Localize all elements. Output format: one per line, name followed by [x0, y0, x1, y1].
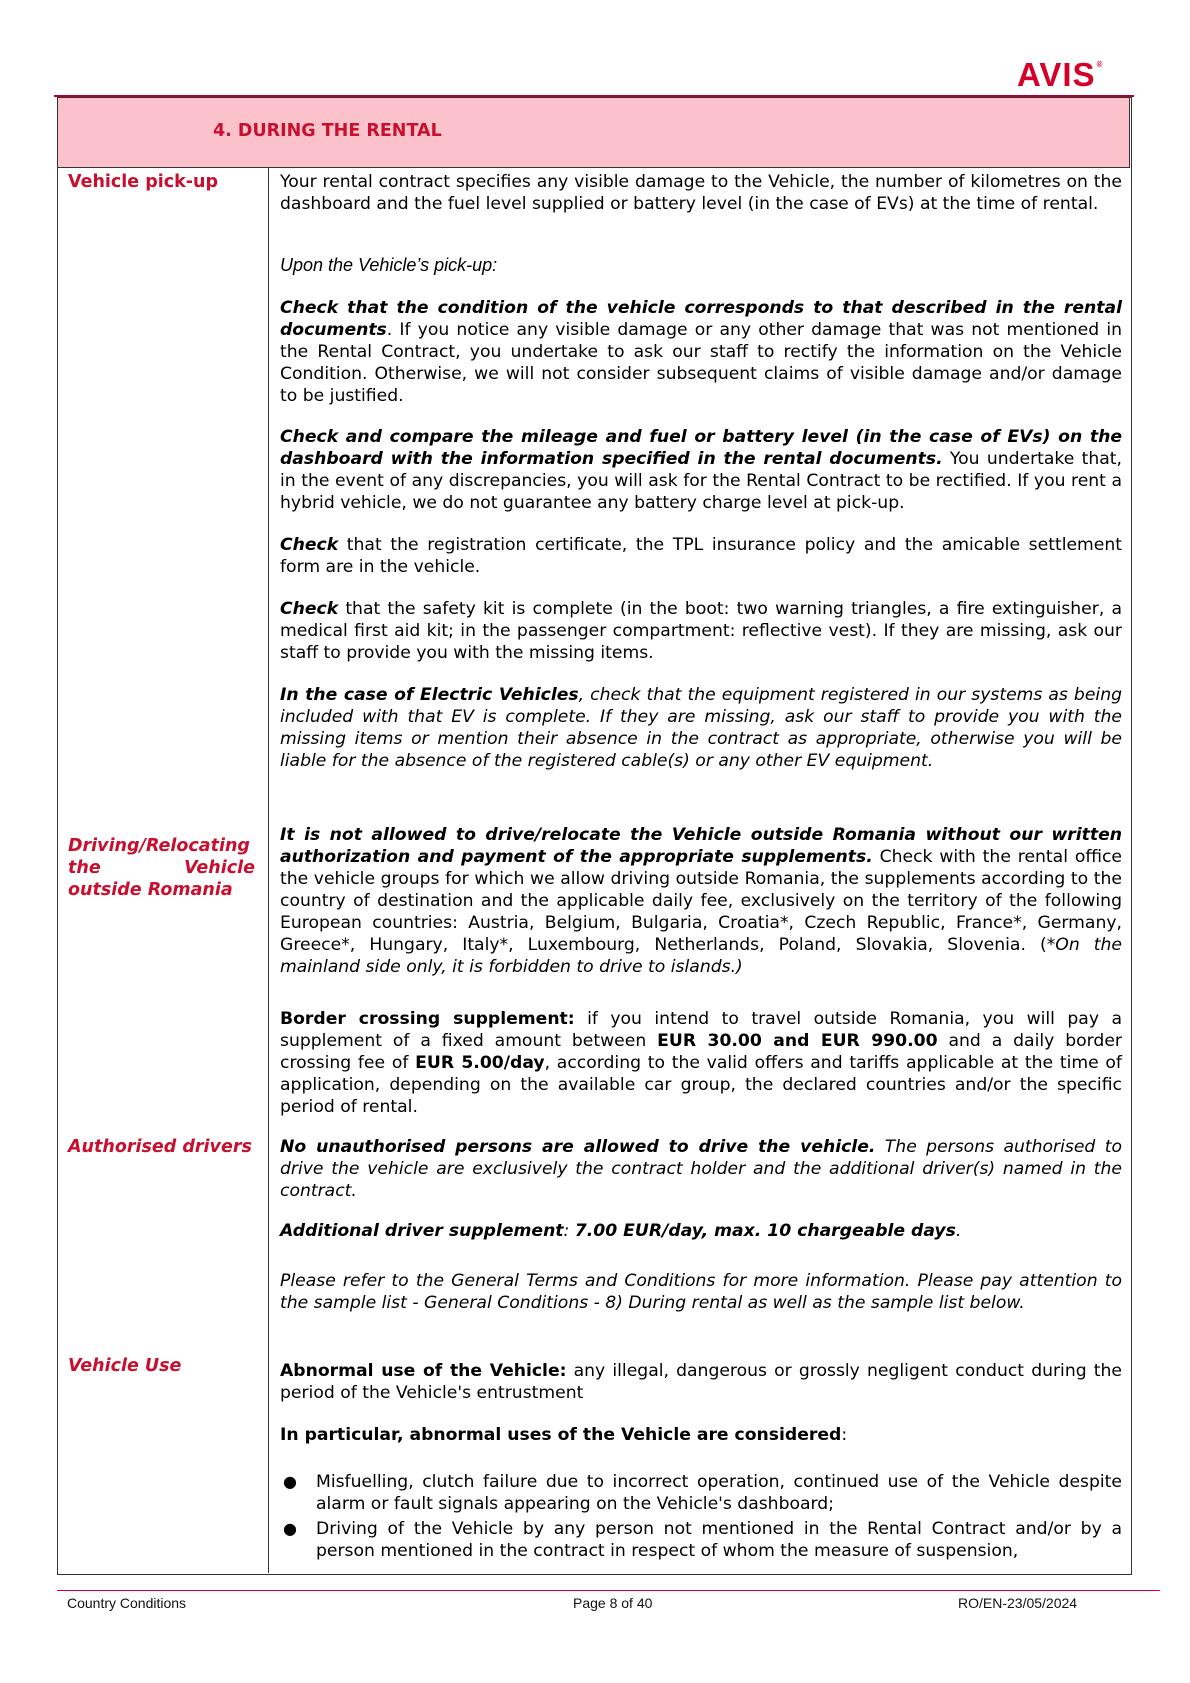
driving-paragraph-1: [280, 824, 1122, 978]
avis-logo: AVIS®: [1017, 56, 1104, 93]
pickup-paragraph-3: [280, 297, 1122, 407]
border-crossing-amount: EUR 30.00 and EUR 990.00: [657, 1031, 938, 1051]
pickup-check-mileage: Check and compare the mileage and fuel or battery level (in the case of EVs) on the dashboard with the information specified in the rental documents.: [280, 427, 1122, 469]
additional-driver-colon: :: [563, 1221, 575, 1241]
footer-rule: [57, 1590, 1160, 1591]
label-vehicle-use: Vehicle Use: [68, 1356, 182, 1376]
label-driving-outside-romania: Driving/Relocating the Vehicle outside Romania: [68, 836, 255, 900]
pickup-paragraph-6: [280, 598, 1122, 664]
pickup-check-condition: Check that the condition of the vehicle corresponds to that described in the rental documents: [280, 298, 1122, 340]
drivers-paragraph-1: [280, 1136, 1122, 1202]
drivers-paragraph-2: [280, 1220, 1122, 1242]
list-item-text: Driving of the Vehicle by any person not mentioned in the Rental Contract and/or by a person mentioned in the contract in respect of whom the measure of suspension,: [316, 1519, 1122, 1561]
driving-countries-text: Check with the rental office the vehicle groups for which we allow driving outside Romania, the supplements according to the country of destination and the applicable daily fee, exclusively on the territory of the following European countries: Austria, Belgium, Bulgaria, Croatia*, Czech Republic, France*, Germany, Greece*, Hungary, Italy*, Luxembourg, Netherlands, Poland, Slovakia, Slovenia. (: [280, 847, 1122, 955]
additional-driver-end: .: [955, 1221, 962, 1241]
border-crossing-daily-fee: EUR 5.00/day: [415, 1053, 545, 1073]
authorised-persons-text: The persons authorised to drive the vehicle are exclusively the contract holder and the additional driver(s) named in the contract.: [280, 1137, 1122, 1201]
pickup-check-condition-text: . If you notice any visible damage or any other damage that was not mentioned in the Rental Contract, you undertake to ask our staff to rectify the information on the Vehicle Condition. Otherwise, we will not consider subsequent claims of visible damage and/or damage to be justified.: [280, 320, 1122, 406]
additional-driver-heading: Additional driver supplement: [280, 1221, 564, 1241]
pickup-ev-heading: In the case of Electric Vehicles: [280, 685, 579, 705]
list-item: [283, 1471, 1122, 1515]
pickup-intro: Upon the Vehicle’s pick-up:: [280, 255, 498, 275]
list-item: [283, 1518, 1122, 1562]
use-paragraph-2: [280, 1424, 1122, 1446]
column-divider: [268, 168, 269, 1573]
border-crossing-text-a: if you intend to travel outside Romania, you will pay a supplement of a fixed amount between: [280, 1009, 1122, 1051]
bullet-icon: ●: [283, 1519, 297, 1538]
pickup-ev-text: , check that the equipment registered in our systems as being included with that EV is complete. If they are missing, ask our staff to provide you with the missing items or mention their absence in the contract as appropriate, otherwise you will be liable for the absence of the registered cable(s) or any other EV equipment.: [280, 685, 1122, 771]
driving-mainland-note: *On the mainland side only, it is forbidden to drive to islands.): [280, 935, 1123, 977]
pickup-check-documents-text: that the registration certificate, the TPL insurance policy and the amicable settlement form are in the vehicle.: [280, 535, 1122, 577]
pickup-check-safety-kit-text: that the safety kit is complete (in the boot: two warning triangles, a fire extinguisher, a medical first aid kit; in the passenger compartment: reflective vest). If they are missing, ask our staff to provide you with the missing items.: [280, 599, 1122, 663]
drivers-paragraph-3: [280, 1270, 1122, 1314]
pickup-text-1: Your rental contract specifies any visible damage to the Vehicle, the number of kilometres on the dashboard and the fuel level supplied or battery level (in the case of EVs) at the time of rental.: [280, 172, 1122, 214]
abnormal-use-text: any illegal, dangerous or grossly negligent conduct during the period of the Vehicle's entrustment: [280, 1361, 1122, 1403]
border-crossing-heading: Border crossing supplement:: [280, 1009, 575, 1029]
footer-document-name: Country Conditions: [67, 1595, 187, 1611]
pickup-paragraph-1: [280, 171, 1122, 215]
section-title: 4. DURING THE RENTAL: [213, 121, 442, 141]
use-paragraph-1: [280, 1360, 1122, 1404]
unauthorised-persons-heading: No unauthorised persons are allowed to drive the vehicle.: [280, 1137, 876, 1157]
abnormal-use-heading: Abnormal use of the Vehicle:: [280, 1361, 567, 1381]
pickup-check-documents: Check: [280, 535, 339, 555]
pickup-check-mileage-text: You undertake that, in the event of any discrepancies, you will ask for the Rental Contract to be rectified. If you rent a hybrid vehicle, we do not guarantee any battery charge level at pick-up.: [280, 449, 1122, 513]
section-header: [57, 97, 1130, 168]
label-authorised-drivers: Authorised drivers: [68, 1137, 252, 1157]
additional-driver-fee: 7.00 EUR/day, max. 10 chargeable days: [574, 1221, 956, 1241]
abnormal-use-list-colon: :: [841, 1425, 848, 1445]
abnormal-use-list-heading: In particular, abnormal uses of the Vehicle are considered: [280, 1425, 842, 1445]
bullet-icon: ●: [283, 1472, 297, 1491]
footer-version-date: RO/EN-23/05/2024: [958, 1595, 1078, 1611]
border-crossing-text-b: and a daily border crossing fee of: [280, 1031, 1122, 1073]
pickup-check-safety-kit: Check: [280, 599, 339, 619]
footer-page-number: Page 8 of 40: [573, 1595, 653, 1611]
pickup-paragraph-7: [280, 684, 1122, 772]
list-item-text: Misfuelling, clutch failure due to incorrect operation, continued use of the Vehicle despite alarm or fault signals appearing on the Vehicle's dashboard;: [316, 1472, 1122, 1514]
driving-paragraph-2: [280, 1008, 1122, 1118]
pickup-paragraph-4: [280, 426, 1122, 514]
label-vehicle-pickup: Vehicle pick-up: [68, 172, 219, 192]
general-terms-reference: Please refer to the General Terms and Conditions for more information. Please pay attention to the sample list - General Conditions - 8) During rental as well as the sample list below.: [280, 1271, 1122, 1313]
driving-restriction: It is not allowed to drive/relocate the Vehicle outside Romania without our written authorization and payment of the appropriate supplements.: [280, 825, 1122, 867]
border-crossing-text-c: , according to the valid offers and tariffs applicable at the time of application, depending on the available car group, the declared countries and/or the specific period of rental.: [280, 1053, 1122, 1117]
pickup-paragraph-2: [280, 254, 1122, 277]
pickup-paragraph-5: [280, 534, 1122, 578]
